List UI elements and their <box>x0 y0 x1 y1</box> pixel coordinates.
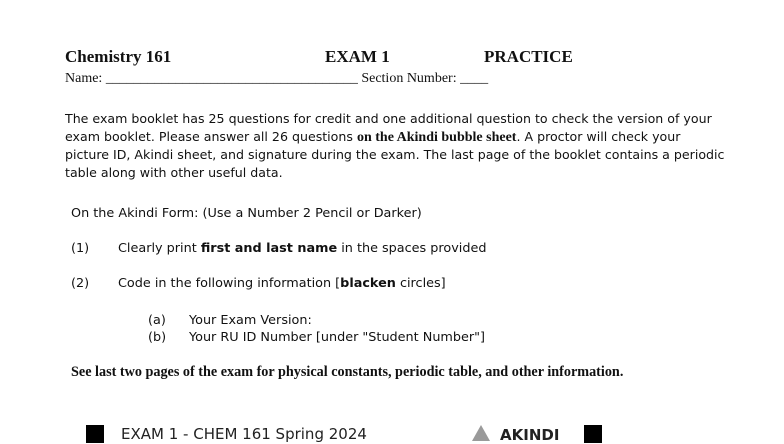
name-section-line <box>65 71 488 87</box>
akindi-brand: AKINDI <box>500 426 560 444</box>
practice-label: PRACTICE <box>484 47 573 66</box>
section-field[interactable]: ____ <box>460 71 489 86</box>
instructions-text: . A proctor will check your <box>516 128 681 144</box>
instructions-text: exam booklet. Please answer all 26 questions <box>65 128 357 144</box>
substep-text: Your RU ID Number [under "Student Number"] <box>189 330 486 345</box>
instructions-line: table along with other useful data. <box>65 164 283 180</box>
instructions-line: The exam booklet has 25 questions for credit and one additional question to check the version of your <box>65 111 712 126</box>
step-number: (2) <box>71 276 90 291</box>
triangle-icon <box>472 425 490 441</box>
step-text-part: in the spaces provided <box>337 241 487 256</box>
substep-text: Your Exam Version: <box>189 313 312 328</box>
filled-square-icon <box>86 425 104 443</box>
step-emphasis: first and last name <box>200 241 338 256</box>
step-number: (1) <box>71 241 90 256</box>
section-label: Section Number: <box>361 71 457 86</box>
step-text <box>118 241 486 256</box>
instructions-paragraph <box>65 110 725 181</box>
instructions-line: picture ID, Akindi sheet, and signature during the exam. The last page of the booklet contains a periodic <box>65 147 725 162</box>
bubble-sheet-emphasis: on the Akindi bubble sheet <box>356 129 517 145</box>
substep-number: (a) <box>148 313 166 328</box>
footer-note-text: See last two pages of the exam for physical constants, periodic table, and other information <box>71 364 620 380</box>
substep-number: (b) <box>148 330 167 345</box>
name-field[interactable]: ____________________________________ <box>105 71 358 86</box>
name-label: Name: <box>65 71 103 86</box>
footer-note <box>71 364 623 381</box>
step-emphasis: blacken <box>340 276 396 291</box>
step-text-part: Code in the following information [ <box>118 276 341 291</box>
course-title: Chemistry 161 <box>65 47 172 66</box>
step-text-part: circles] <box>395 276 446 291</box>
bubble-sheet-title: EXAM 1 - CHEM 161 Spring 2024 <box>121 425 367 443</box>
filled-square-icon <box>584 425 602 443</box>
step-text-part: Clearly print <box>118 241 201 256</box>
footer-note-period: . <box>619 364 624 380</box>
form-heading: On the Akindi Form: (Use a Number 2 Pencil or Darker) <box>71 206 422 221</box>
instructions-line <box>65 128 715 147</box>
exam-title: EXAM 1 <box>325 47 390 66</box>
step-text <box>118 276 446 291</box>
